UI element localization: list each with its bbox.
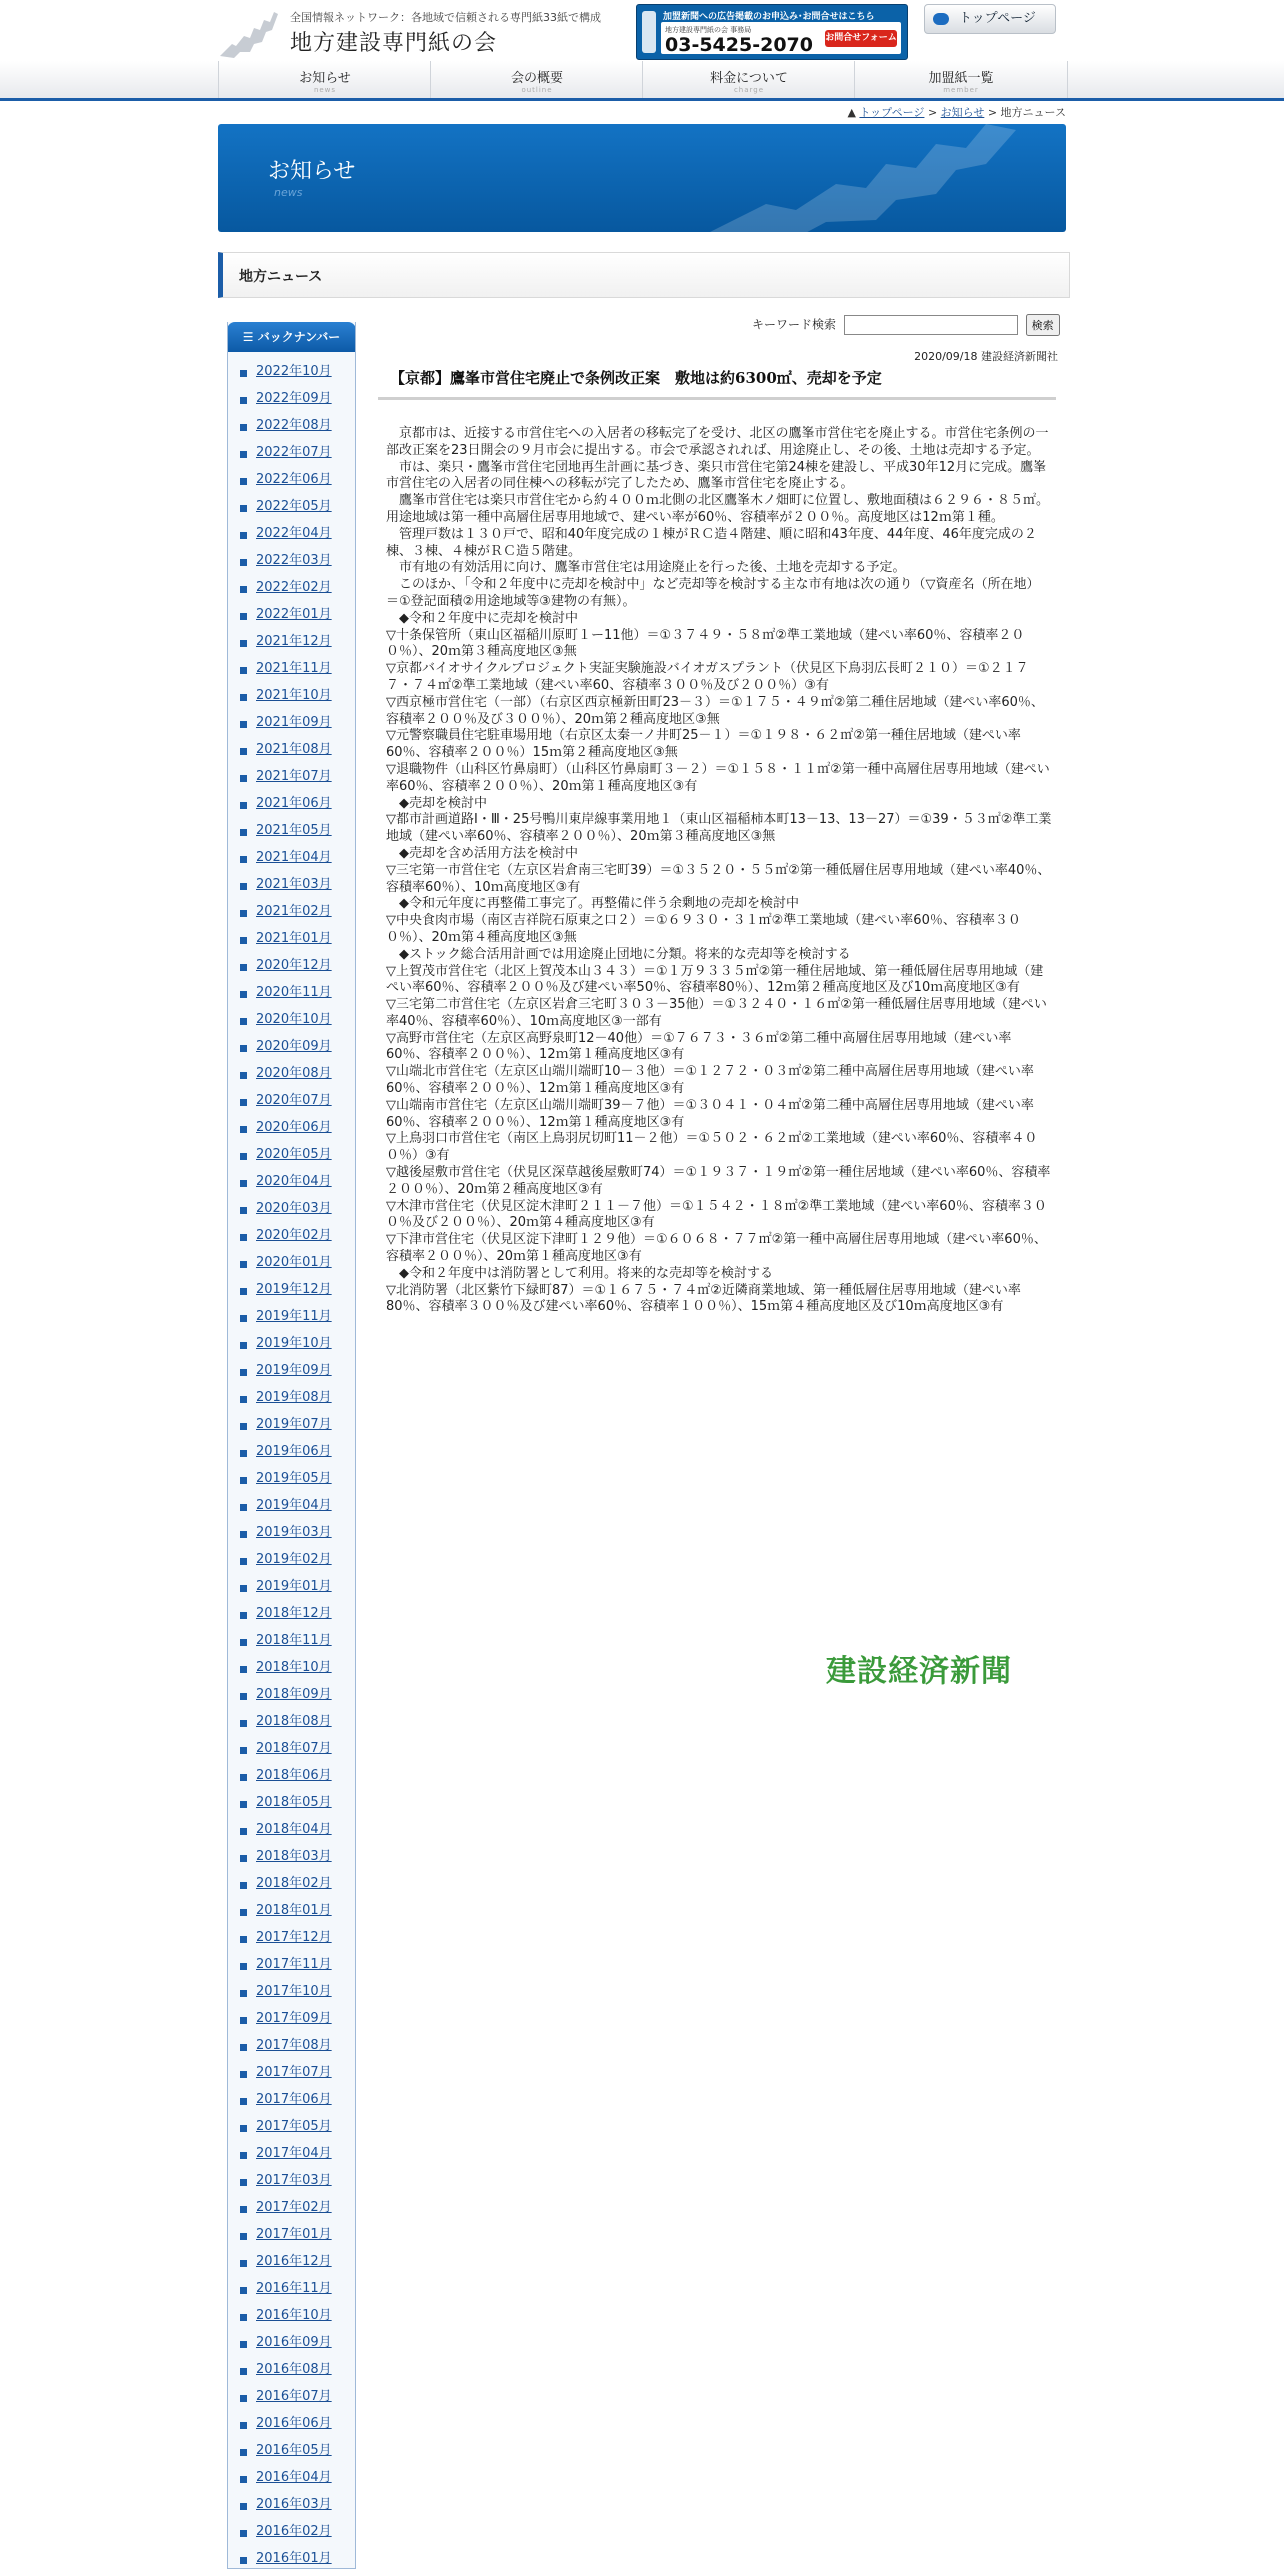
backnumber-link[interactable]: 2016年11月 xyxy=(256,2281,332,2296)
article-paragraph: このほか、「令和２年度中に売却を検討中」など売却等を検討する主な市有地は次の通り（▽資産名（所在地）＝①登記面積②用途地域等③建物の有無）。 xyxy=(386,577,1040,609)
backnumber-link[interactable]: 2020年10月 xyxy=(256,1012,332,1027)
article-paragraph: ▽三宅第二市営住宅（左京区岩倉三宅町３０３－35他）＝①３２４０・１６㎡②第一種低層住居専用地域（建ぺい率40％、容積率60％）、10ｍ高度地区③一部有 xyxy=(386,997,1047,1029)
backnumber-item xyxy=(228,1876,355,1903)
article-paragraph: ▽京都バイオサイクルプロジェクト実証実験施設バイオガスプラント（伏見区下鳥羽広長町２１０）＝①２１７７・７４㎡②準工業地域（建ぺい率60、容積率３００％及び２００％）③有 xyxy=(386,661,1029,693)
backnumber-link[interactable]: 2021年08月 xyxy=(256,742,332,757)
backnumber-item xyxy=(228,1471,355,1498)
backnumber-link[interactable]: 2019年11月 xyxy=(256,1309,332,1324)
section-title: 地方ニュース xyxy=(239,269,323,285)
article-title: 【京都】鷹峯市営住宅廃止で条例改正案 敷地は約6300㎡、売却を予定 xyxy=(390,369,882,387)
ad-phone-number: 03-5425-2070 xyxy=(665,34,813,56)
backnumber-item xyxy=(228,1849,355,1876)
backnumber-link[interactable]: 2016年04月 xyxy=(256,2470,332,2485)
backnumber-link[interactable]: 2022年06月 xyxy=(256,472,332,487)
backnumber-item xyxy=(228,715,355,742)
backnumber-item xyxy=(228,1093,355,1120)
backnumber-item xyxy=(228,499,355,526)
backnumber-link[interactable]: 2021年10月 xyxy=(256,688,332,703)
backnumber-item xyxy=(228,1282,355,1309)
backnumber-link[interactable]: 2016年10月 xyxy=(256,2308,332,2323)
backnumber-link[interactable]: 2018年08月 xyxy=(256,1714,332,1729)
backnumber-item xyxy=(228,1768,355,1795)
backnumber-item xyxy=(228,1498,355,1525)
backnumber-link[interactable]: 2020年02月 xyxy=(256,1228,332,1243)
backnumber-link[interactable]: 2017年08月 xyxy=(256,2038,332,2053)
backnumber-item xyxy=(228,1606,355,1633)
nav-label: 加盟紙一覧 xyxy=(928,71,994,86)
backnumber-item xyxy=(228,958,355,985)
backnumber-link[interactable]: 2021年12月 xyxy=(256,634,332,649)
backnumber-item xyxy=(228,1363,355,1390)
backnumber-item xyxy=(228,1552,355,1579)
backnumber-link[interactable]: 2018年09月 xyxy=(256,1687,332,1702)
home-icon: ▲ xyxy=(847,106,856,119)
backnumber-link[interactable]: 2021年07月 xyxy=(256,769,332,784)
nav-sublabel: outline xyxy=(521,86,553,94)
publisher-logo: 建設経済新聞 xyxy=(826,1654,1012,1689)
backnumber-item xyxy=(228,2065,355,2092)
backnumber-item xyxy=(228,2281,355,2308)
backnumber-link[interactable]: 2018年05月 xyxy=(256,1795,332,1810)
article-paragraph: ◆売却を含め活用方法を検討中 xyxy=(386,845,578,861)
backnumber-link[interactable]: 2017年07月 xyxy=(256,2065,332,2080)
backnumber-link[interactable]: 2018年10月 xyxy=(256,1660,332,1675)
backnumber-item xyxy=(228,1795,355,1822)
backnumber-link[interactable]: 2019年06月 xyxy=(256,1444,332,1459)
article-paragraph: ▽山端南市営住宅（左京区山端川端町39－７他）＝①３０４１・０４㎡②第二種中高層住居専用地域（建ぺい率60％、容積率２００％）、12ｍ第１種高度地区③有 xyxy=(386,1097,1034,1130)
breadcrumb-separator: > xyxy=(927,106,938,119)
backnumber-item xyxy=(228,1714,355,1741)
phone-icon xyxy=(642,11,656,53)
backnumber-link[interactable]: 2022年07月 xyxy=(256,445,332,460)
backnumber-item xyxy=(228,2227,355,2254)
article-paragraph: 管理戸数は１３０戸で、昭和40年度完成の１棟がＲＣ造４階建、順に昭和43年度、44年度、46年度完成の２棟、３棟、４棟がＲＣ造５階建。 xyxy=(386,526,1037,559)
japan-map-watermark xyxy=(686,124,1046,232)
page-title: お知らせ xyxy=(268,159,356,184)
backnumber-link[interactable]: 2019年08月 xyxy=(256,1390,332,1405)
article-paragraph: 京都市は、近接する市営住宅への入居者の移転完了を受け、北区の鷹峯市営住宅を廃止する。市営住宅条例の一部改正案を23日開会の９月市会に提出する。市会で承認されれば、用途廃止し、その後、土地は売却する予定。 xyxy=(386,426,1049,458)
nav-sublabel: charge xyxy=(733,86,765,94)
backnumber-list xyxy=(228,364,355,2569)
japan-map-logo-icon[interactable] xyxy=(214,8,280,60)
backnumber-link[interactable]: 2020年01月 xyxy=(256,1255,332,1270)
keyword-search xyxy=(752,314,1060,336)
backnumber-item xyxy=(228,1147,355,1174)
backnumber-item xyxy=(228,1984,355,2011)
backnumber-item xyxy=(228,2524,355,2551)
article-paragraph: ▽中央食肉市場（南区吉祥院石原東之口２）＝①６９３０・３１㎡②準工業地域（建ぺい率60％、容積率３００％）、20ｍ第４種高度地区③無 xyxy=(386,913,1021,945)
backnumber-item xyxy=(228,2416,355,2443)
backnumber-link[interactable]: 2022年01月 xyxy=(256,607,332,622)
backnumber-link[interactable]: 2019年02月 xyxy=(256,1552,332,1567)
backnumber-link[interactable]: 2018年04月 xyxy=(256,1822,332,1837)
backnumber-link[interactable]: 2021年03月 xyxy=(256,877,332,892)
nav-item-outline[interactable] xyxy=(430,61,643,98)
backnumber-link[interactable]: 2019年07月 xyxy=(256,1417,332,1432)
backnumber-item xyxy=(228,1633,355,1660)
breadcrumb-separator: > xyxy=(987,106,998,119)
backnumber-link[interactable]: 2020年07月 xyxy=(256,1093,332,1108)
backnumber-link[interactable]: 2019年09月 xyxy=(256,1363,332,1378)
inquiry-form-button[interactable]: お問合せフォーム xyxy=(825,30,897,47)
nav-sublabel: news xyxy=(313,86,337,94)
backnumber-item xyxy=(228,553,355,580)
article-paragraph: ◆令和２年度中は消防署として利用。将来的な売却等を検討する xyxy=(386,1265,773,1281)
article-paragraph: 市は、楽只・鷹峯市営住宅団地再生計画に基づき、楽只市営住宅第24棟を建設し、平成30年12月に完成。鷹峯市営住宅の入居者の同住棟への移転が完了したため、鷹峯市営住宅を廃止する。 xyxy=(386,459,1047,492)
backnumber-item xyxy=(228,796,355,823)
backnumber-link[interactable]: 2019年03月 xyxy=(256,1525,332,1540)
backnumber-link[interactable]: 2022年02月 xyxy=(256,580,332,595)
article-paragraph: ◆売却を検討中 xyxy=(386,795,487,811)
backnumber-link[interactable]: 2018年06月 xyxy=(256,1768,332,1783)
backnumber-item xyxy=(228,1444,355,1471)
backnumber-link[interactable]: 2018年03月 xyxy=(256,1849,332,1864)
site-header xyxy=(0,0,1284,60)
backnumber-link[interactable]: 2016年12月 xyxy=(256,2254,332,2269)
backnumber-link[interactable]: 2019年01月 xyxy=(256,1579,332,1594)
arrow-icon xyxy=(933,13,949,25)
backnumber-item xyxy=(228,1228,355,1255)
article-paragraph: ▽退職物件（山科区竹鼻扇町）（山科区竹鼻扇町３－２）＝①１５８・１１㎡②第一種中高層住居専用地域（建ぺい率60％、容積率２００％）、20ｍ第１種高度地区③有 xyxy=(386,761,1050,794)
backnumber-link[interactable]: 2021年11月 xyxy=(256,661,332,676)
section-header xyxy=(218,252,1070,298)
backnumber-link[interactable]: 2019年05月 xyxy=(256,1471,332,1486)
backnumber-heading xyxy=(227,322,356,352)
article-paragraph: ▽西京極市営住宅（一部）（右京区西京極新田町23－３）＝①１７５・４９㎡②第二種住居地域（建ぺい率60％、容積率２００％及び３００％）、20ｍ第２種高度地区③無 xyxy=(386,694,1044,727)
breadcrumb xyxy=(847,104,1066,120)
site-title[interactable]: 地方建設専門紙の会 xyxy=(290,31,498,56)
backnumber-link[interactable]: 2016年01月 xyxy=(256,2551,332,2566)
article-meta xyxy=(914,348,1058,364)
backnumber-item xyxy=(228,2335,355,2362)
article-date: 2020/09/18 xyxy=(914,350,978,363)
backnumber-link[interactable]: 2021年05月 xyxy=(256,823,332,838)
backnumber-item xyxy=(228,2146,355,2173)
backnumber-item xyxy=(228,2551,355,2569)
nav-label: 会の概要 xyxy=(510,71,563,86)
backnumber-link[interactable]: 2018年01月 xyxy=(256,1903,332,1918)
backnumber-item xyxy=(228,1579,355,1606)
backnumber-item xyxy=(228,2470,355,2497)
backnumber-link[interactable]: 2018年07月 xyxy=(256,1741,332,1756)
backnumber-item xyxy=(228,1417,355,1444)
backnumber-link[interactable]: 2018年12月 xyxy=(256,1606,332,1621)
article-paragraph: ▽山端北市営住宅（左京区山端川端町10－３他）＝①１２７２・０３㎡②第二種中高層住居専用地域（建ぺい率60％、容積率２００％）、12ｍ第１種高度地区③有 xyxy=(386,1064,1034,1097)
backnumber-item xyxy=(228,850,355,877)
backnumber-item xyxy=(228,2173,355,2200)
backnumber-item xyxy=(228,2443,355,2470)
ad-contact-banner[interactable] xyxy=(636,4,908,60)
article-body xyxy=(386,426,1052,1316)
backnumber-link[interactable]: 2018年02月 xyxy=(256,1876,332,1891)
backnumber-link[interactable]: 2017年12月 xyxy=(256,1930,332,1945)
backnumber-item xyxy=(228,1120,355,1147)
page-hero xyxy=(218,124,1066,232)
backnumber-item xyxy=(228,1039,355,1066)
backnumber-link[interactable]: 2016年09月 xyxy=(256,2335,332,2350)
backnumber-link[interactable]: 2017年09月 xyxy=(256,2011,332,2026)
backnumber-item xyxy=(228,1903,355,1930)
backnumber-link[interactable]: 2022年04月 xyxy=(256,526,332,541)
backnumber-item xyxy=(228,1012,355,1039)
backnumber-link[interactable]: 2021年09月 xyxy=(256,715,332,730)
backnumber-item xyxy=(228,472,355,499)
backnumber-link[interactable]: 2022年10月 xyxy=(256,364,332,379)
ad-inner-panel xyxy=(661,22,901,54)
backnumber-item xyxy=(228,1930,355,1957)
backnumber-link[interactable]: 2017年10月 xyxy=(256,1984,332,1999)
backnumber-item xyxy=(228,1309,355,1336)
backnumber-item xyxy=(228,1201,355,1228)
backnumber-item xyxy=(228,2362,355,2389)
backnumber-item xyxy=(228,877,355,904)
backnumber-item xyxy=(228,2254,355,2281)
backnumber-item xyxy=(228,985,355,1012)
backnumber-item xyxy=(228,418,355,445)
nav-item-news[interactable] xyxy=(218,61,431,98)
search-button[interactable]: 検索 xyxy=(1026,314,1060,336)
backnumber-item xyxy=(228,2200,355,2227)
list-icon: ☰ xyxy=(242,330,254,344)
backnumber-item xyxy=(228,526,355,553)
nav-item-charge[interactable] xyxy=(642,61,855,98)
backnumber-item xyxy=(228,1066,355,1093)
backnumber-item xyxy=(228,904,355,931)
backnumber-item xyxy=(228,823,355,850)
backnumber-link[interactable]: 2020年04月 xyxy=(256,1174,332,1189)
backnumber-item xyxy=(228,1174,355,1201)
article-paragraph: ▽上鳥羽口市営住宅（南区上鳥羽尻切町11－２他）＝①５０２・６２㎡②工業地域（建ぺい率60％、容積率４００％）③有 xyxy=(386,1131,1038,1164)
article-paragraph: ◆ストック総合活用計画では用途廃止団地に分類。将来的な売却等を検討する xyxy=(386,946,851,962)
backnumber-link[interactable]: 2020年09月 xyxy=(256,1039,332,1054)
backnumber-item xyxy=(228,607,355,634)
article-paragraph: ▽三宅第一市営住宅（左京区岩倉南三宅町39）＝①３５２０・５５㎡②第一種低層住居専用地域（建ぺい率40％、容積率60％）、10ｍ高度地区③有 xyxy=(386,862,1051,895)
nav-sublabel: member xyxy=(943,86,979,94)
backnumber-link[interactable]: 2016年07月 xyxy=(256,2389,332,2404)
article-paragraph: ▽高野市営住宅（左京区高野泉町12－40他）＝①７６７３・３６㎡②第二種中高層住居専用地域（建ぺい率60％、容積率２００％）、12ｍ第１種高度地区③有 xyxy=(386,1030,1012,1063)
top-page-button[interactable] xyxy=(924,4,1056,34)
search-label: キーワード検索 xyxy=(752,317,837,332)
backnumber-item xyxy=(228,1336,355,1363)
ad-subline: 地方建設専門紙の会 事務局 xyxy=(665,26,752,34)
backnumber-item xyxy=(228,661,355,688)
backnumber-item xyxy=(228,2119,355,2146)
backnumber-item xyxy=(228,2011,355,2038)
backnumber-item xyxy=(228,364,355,391)
article-paragraph: ▽上賀茂市営住宅（北区上賀茂本山３４３）＝①１万９３３５㎡②第一種住居地域、第一種低層住居専用地域（建ぺい率60％、容積率２００％及び建ぺい率50％、容積率80％）、12ｍ第２種高度地区及び10ｍ高度地区③有 xyxy=(386,963,1044,996)
backnumber-item xyxy=(228,2038,355,2065)
backnumber-link[interactable]: 2017年01月 xyxy=(256,2227,332,2242)
backnumber-link[interactable]: 2017年05月 xyxy=(256,2119,332,2134)
backnumber-link[interactable]: 2016年03月 xyxy=(256,2497,332,2512)
backnumber-link[interactable]: 2020年12月 xyxy=(256,958,332,973)
backnumber-item xyxy=(228,1525,355,1552)
backnumber-link[interactable]: 2019年04月 xyxy=(256,1498,332,1513)
backnumber-link[interactable]: 2022年08月 xyxy=(256,418,332,433)
search-input[interactable] xyxy=(844,315,1018,335)
page-subtitle: news xyxy=(274,186,303,199)
backnumber-item xyxy=(228,1822,355,1849)
backnumber-link[interactable]: 2018年11月 xyxy=(256,1633,332,1648)
backnumber-item xyxy=(228,688,355,715)
backnumber-link[interactable]: 2020年06月 xyxy=(256,1120,332,1135)
backnumber-link[interactable]: 2021年02月 xyxy=(256,904,332,919)
backnumber-item xyxy=(228,1255,355,1282)
backnumber-sidebar xyxy=(227,322,356,2569)
backnumber-item xyxy=(228,931,355,958)
backnumber-item xyxy=(228,1741,355,1768)
backnumber-item xyxy=(228,2497,355,2524)
backnumber-link[interactable]: 2021年01月 xyxy=(256,931,332,946)
backnumber-item xyxy=(228,1687,355,1714)
backnumber-link[interactable]: 2020年08月 xyxy=(256,1066,332,1081)
backnumber-link[interactable]: 2017年11月 xyxy=(256,1957,332,1972)
backnumber-link[interactable]: 2022年09月 xyxy=(256,391,332,406)
nav-item-member[interactable] xyxy=(854,61,1068,98)
nav-label: お知らせ xyxy=(299,71,351,86)
article-source: 建設経済新聞社 xyxy=(981,350,1058,363)
breadcrumb-home-link[interactable]: トップページ xyxy=(859,106,925,119)
backnumber-link[interactable]: 2017年03月 xyxy=(256,2173,332,2188)
backnumber-item xyxy=(228,742,355,769)
article-paragraph: 鷹峯市営住宅は楽只市営住宅から約４００ｍ北側の北区鷹峯木ノ畑町に位置し、敷地面積は６２９６・８５㎡。用途地域は第一種中高層住居専用地域で、建ぺい率が60％、容積率が２００％。高度地区は12ｍ第１種。 xyxy=(386,493,1050,525)
backnumber-link[interactable]: 2021年06月 xyxy=(256,796,332,811)
backnumber-heading-label: バックナンバー xyxy=(257,330,341,344)
backnumber-item xyxy=(228,1957,355,1984)
article-paragraph: ◆令和２年度中に売却を検討中 xyxy=(386,610,578,626)
title-divider xyxy=(378,397,1056,400)
backnumber-item xyxy=(228,1660,355,1687)
article-paragraph: ▽元警察職員住宅駐車場用地（右京区太秦一ノ井町25－１）＝①１９８・６２㎡②第一種住居地域（建ぺい率60％、容積率２００％）15ｍ第２種高度地区③無 xyxy=(386,728,1021,761)
breadcrumb-news-link[interactable]: お知らせ xyxy=(940,106,985,119)
nav-label: 料金について xyxy=(710,71,788,86)
backnumber-item xyxy=(228,2092,355,2119)
ad-headline: 加盟新聞への広告掲載のお申込み･お問合せはこちら xyxy=(663,12,875,22)
backnumber-link[interactable]: 2022年03月 xyxy=(256,553,332,568)
backnumber-item xyxy=(228,634,355,661)
backnumber-link[interactable]: 2022年05月 xyxy=(256,499,332,514)
site-tagline: 全国情報ネットワーク：各地域で信頼される専門紙33紙で構成 xyxy=(290,11,601,24)
top-page-label: トップページ xyxy=(959,11,1036,26)
backnumber-item xyxy=(228,391,355,418)
backnumber-link[interactable]: 2016年06月 xyxy=(256,2416,332,2431)
backnumber-link[interactable]: 2016年05月 xyxy=(256,2443,332,2458)
backnumber-item xyxy=(228,769,355,796)
article-paragraph: ◆令和元年度に再整備工事完了。再整備に伴う余剰地の売却を検討中 xyxy=(386,896,799,912)
backnumber-link[interactable]: 2017年02月 xyxy=(256,2200,332,2215)
article-paragraph: ▽十条保管所（東山区福稲川原町１ー11他）＝①３７４９・５８㎡②準工業地域（建ぺい率60％、容積率２００％）、20ｍ第３種高度地区③無 xyxy=(386,627,1025,660)
backnumber-item xyxy=(228,1390,355,1417)
backnumber-link[interactable]: 2019年12月 xyxy=(256,1282,332,1297)
backnumber-link[interactable]: 2017年04月 xyxy=(256,2146,332,2161)
article-paragraph: ▽木津市営住宅（伏見区淀木津町２１１－７他）＝①１５４２・１８㎡②準工業地域（建ぺい率60％、容積率３００％及び２００％）、20ｍ第４種高度地区③有 xyxy=(386,1198,1047,1231)
backnumber-link[interactable]: 2021年04月 xyxy=(256,850,332,865)
article-paragraph: 市有地の有効活用に向け、鷹峯市営住宅は用途廃止を行った後、土地を売却する予定。 xyxy=(386,560,906,576)
backnumber-link[interactable]: 2017年06月 xyxy=(256,2092,332,2107)
backnumber-item xyxy=(228,2308,355,2335)
article-paragraph: ▽越後屋敷市営住宅（伏見区深草越後屋敷町74）＝①１９３７・１９㎡②第一種住居地域（建ぺい率60％、容積率２００％）、20ｍ第２種高度地区③有 xyxy=(386,1165,1051,1197)
backnumber-link[interactable]: 2016年08月 xyxy=(256,2362,332,2377)
backnumber-item xyxy=(228,2389,355,2416)
backnumber-item xyxy=(228,580,355,607)
backnumber-item xyxy=(228,445,355,472)
backnumber-link[interactable]: 2019年10月 xyxy=(256,1336,332,1351)
backnumber-link[interactable]: 2016年02月 xyxy=(256,2524,332,2539)
breadcrumb-current: 地方ニュース xyxy=(1000,106,1066,119)
backnumber-link[interactable]: 2020年03月 xyxy=(256,1201,332,1216)
article-paragraph: ▽下津市営住宅（伏見区淀下津町１２９他）＝①６０６８・７７㎡②第一種中高層住居専用地域（建ぺい率60％、容積率２００％）、20ｍ第１種高度地区③有 xyxy=(386,1232,1047,1265)
article-paragraph: ▽都市計画道路Ⅰ・Ⅲ・25号鴨川東岸線事業用地１（東山区福稲柿本町13－13、13－27）＝①39・５３㎡②準工業地域（建ぺい率60％、容積率２００％）、20ｍ第３種高度地区③無 xyxy=(386,812,1052,845)
backnumber-link[interactable]: 2020年05月 xyxy=(256,1147,332,1162)
main-nav xyxy=(0,61,1284,101)
backnumber-link[interactable]: 2020年11月 xyxy=(256,985,332,1000)
article-paragraph: ▽北消防署（北区紫竹下緑町87）＝①１６７５・７４㎡②近隣商業地域、第一種低層住居専用地域（建ぺい率80％、容積率３００％及び建ぺい率60％、容積率１００％）、15ｍ第４種高度地区及び10ｍ高度地区③有 xyxy=(386,1282,1021,1315)
